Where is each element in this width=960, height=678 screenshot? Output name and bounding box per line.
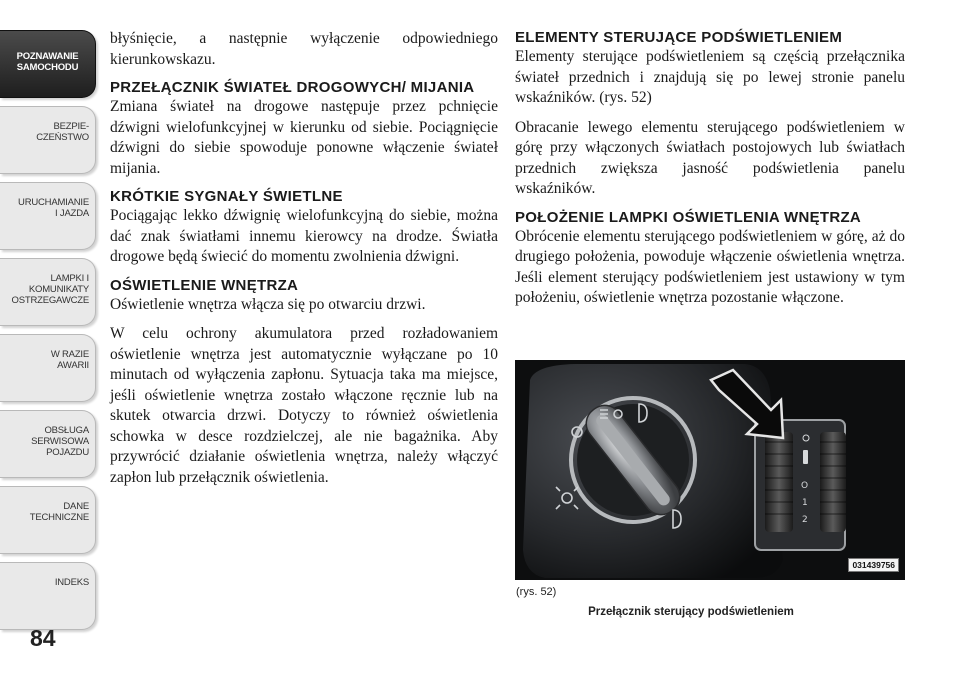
headlight-switch-photo — [515, 360, 905, 580]
tab-poznawanie-samochodu[interactable]: POZNAWANIE SAMOCHODU — [0, 30, 96, 98]
paragraph-interior-lights-1: Oświetlenie wnętrza włącza się po otwarciu drzwi. — [110, 295, 426, 313]
tab-obsluga-serwisowa[interactable]: OBSŁUGA SERWISOWA POJAZDU — [0, 410, 96, 478]
paragraph-dimmer-controls-2: Obracanie lewego elementu sterującego podświetleniem w górę przy włączonych światłach postojowych lub światłach przednich zwiększa jasność podświetlenia panelu wskaźników. — [515, 118, 905, 197]
figure-reference: (rys. 52) — [516, 586, 557, 598]
dimmer-wheel-right — [820, 432, 846, 532]
paragraph-flash-to-pass: Pociągając lekko dźwignię wielofunkcyjną do siebie, można dać znak światłami innemu kierowcy na drodze. Światła drogowe będą świecić do momentu zwolnienia dźwigni. — [110, 207, 498, 265]
tab-uruchamianie-i-jazda[interactable]: URUCHAMIANIE I JAZDA — [0, 182, 96, 250]
heading-high-beam: PRZEŁĄCZNIK ŚWIATEŁ DROGOWYCH/ MIJANIA — [110, 79, 475, 96]
page-number: 84 — [30, 625, 56, 651]
heading-dimmer-controls: ELEMENTY STERUJĄCE PODŚWIETLENIEM — [515, 29, 843, 46]
dial-label-0: O — [801, 481, 809, 491]
dial-label-2: 2 — [802, 515, 808, 525]
heading-dome-light-position: POŁOŻENIE LAMPKI OŚWIETLENIA WNĘTRZA — [515, 208, 862, 226]
tab-lampki-i-komunikaty[interactable]: LAMPKI I KOMUNIKATY OSTRZEGAWCZE — [0, 258, 96, 326]
paragraph-high-beam: Zmiana świateł na drogowe następuje przez pchnięcie dźwigni wielofunkcyjnej w kierunku od siebie. Pociągnięcie dźwigni do siebie spowoduje ponowne włączenie świateł mijania. — [110, 98, 498, 177]
tab-dane-techniczne[interactable]: DANE TECHNICZNE — [0, 486, 96, 554]
figure-code: 031439756 — [848, 558, 899, 572]
paragraph-interior-lights-2: W celu ochrony akumulatora przed rozładowaniem oświetlenie wnętrza jest automatycznie wyłączane po 10 minutach od wyłączenia zapłonu. Sytuacja taka ma miejsce, jeśli oświetlenie wnętrza zostało włączone ręcznie lub na skutek otwarcia drzwi. Dotyczy to również oświetlenia schowka w desce rozdzielczej, ale nie bagażnika. Aby przywrócić działanie oświetlenia wnętrza, należy włączyć zapłon lub przełącznik oświetlenia. — [110, 325, 498, 486]
dimmer-wheel-left — [765, 432, 793, 532]
heading-interior-lights: OŚWIETLENIE WNĘTRZA — [110, 276, 299, 294]
headlight-switch-illustration — [515, 360, 905, 580]
dial-label-1: 1 — [802, 498, 808, 508]
tab-indeks[interactable]: INDEKS — [0, 562, 96, 630]
chapter-tabs — [0, 30, 98, 638]
right-column — [515, 29, 905, 318]
tab-bezpieczenstwo[interactable]: BEZPIE- CZEŃSTWO — [0, 106, 96, 174]
paragraph-dimmer-controls-1: Elementy sterujące podświetleniem są częścią przełącznika świateł przednich i znajdują się po lewej stronie panelu wskaźników. (rys. 52) — [515, 48, 905, 106]
heading-flash-to-pass: KRÓTKIE SYGNAŁY ŚWIETLNE — [110, 188, 343, 205]
intro-paragraph: błyśnięcie, a następnie wyłączenie odpowiedniego kierunkowskazu. — [110, 30, 498, 68]
tab-w-razie-awarii[interactable]: W RAZIE AWARII — [0, 334, 96, 402]
figure-caption: Przełącznik sterujący podświetleniem — [588, 606, 794, 618]
paragraph-dome-light-position: Obrócenie elementu sterującego podświetleniem w górę, aż do drugiego położenia, powoduje włączenie oświetlenia wnętrza. Jeśli element sterujący podświetleniem jest ustawiony w tym położeniu, oświetlenie wnętrza pozostanie włączone. — [515, 227, 905, 306]
left-column — [110, 29, 498, 497]
